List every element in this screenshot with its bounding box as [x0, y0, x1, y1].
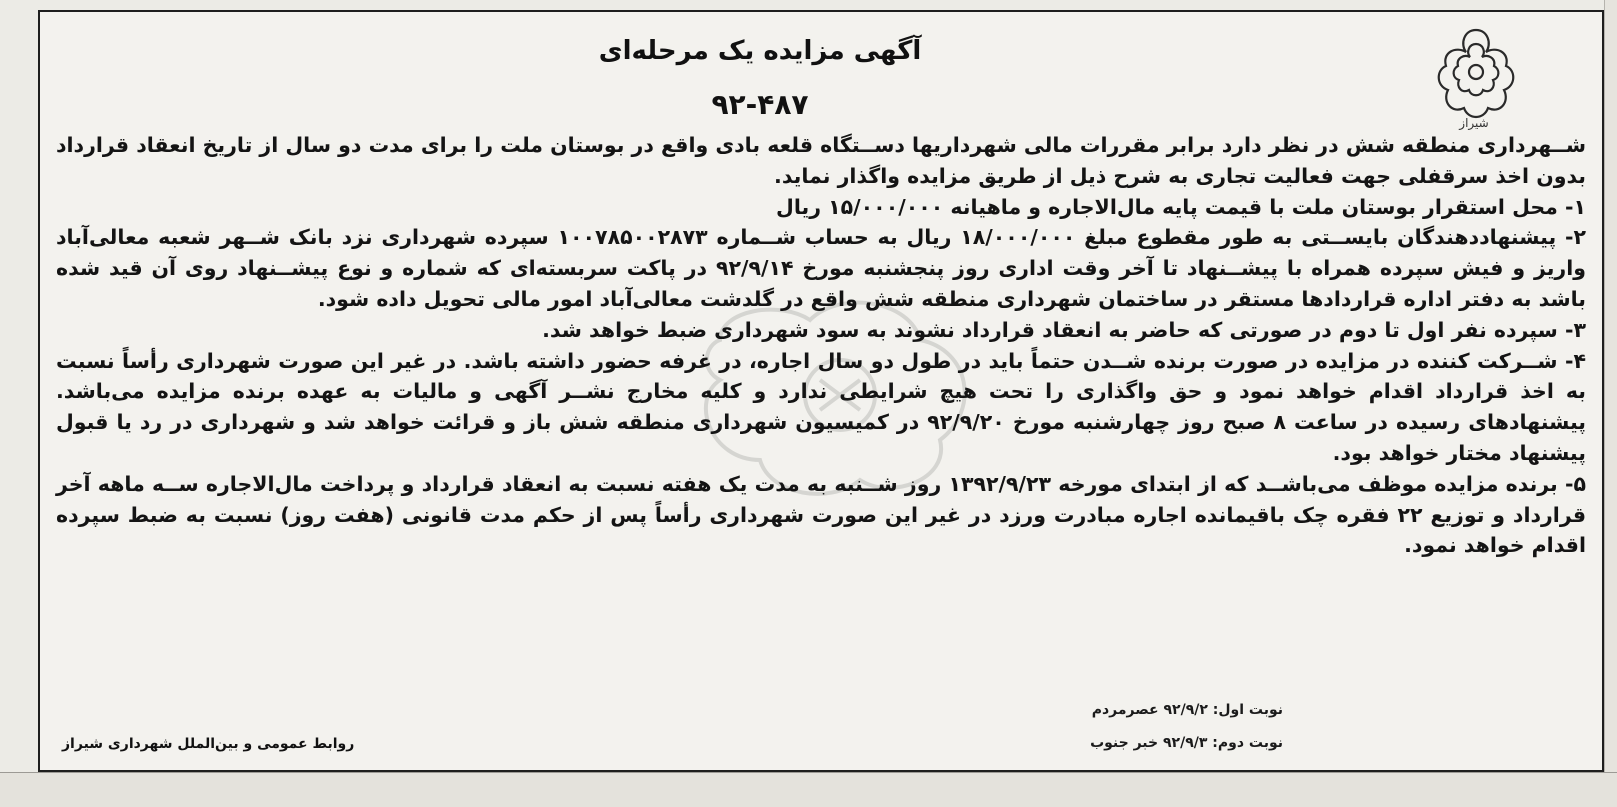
clause-3: ۳- سپرده نفر اول تا دوم در صورتی که حاضر به انعقاد قرارداد نشوند به سود شهرداری ضبط خواهد شد.: [542, 317, 1586, 342]
ad-title: آگهی مزایده یک مرحله‌ای: [598, 36, 922, 66]
clause-2: ۲- پیشنهاددهندگان بایســتی به طور مقطوع مبلغ ۱۸/۰۰۰/۰۰۰ ریال به حساب شــماره ۱۰۰۷۸۵۰۰۲۸۷۳ سپرده شهرداری نزد بانک شــهر شعبه معالی‌آباد واریز و فیش سپرده همراه با پیشــنهاد تا آخر وقت اداری روز پنجشنبه مورخ ۹۲/۹/۱۴ در پاکت سربسته‌ای که شماره و نوع پیشــنهاد روی آن قید شده باشد به دفتر اداره قراردادها مستقر در ساختمان شهرداری منطقه شش واقع در گلدشت معالی‌آباد امور مالی تحویل داده شود.: [56, 225, 1587, 311]
signature: روابط عمومی و بین‌الملل شهرداری شیراز: [62, 736, 355, 752]
adjacent-page-bottom: [0, 772, 1617, 807]
first-publication: نوبت اول: ۹۲/۹/۲ عصرمردم: [1091, 702, 1283, 718]
clause-1: ۱- محل استقرار بوستان ملت با قیمت پایه مال‌الاجاره و ماهیانه ۱۵/۰۰۰/۰۰۰ ریال: [776, 194, 1586, 219]
intro-paragraph: شــهرداری منطقه شش در نظر دارد برابر مقررات مالی شهرداریها دســتگاه قلعه بادی واقع در بوستان ملت را برای مدت دو سال از تاریخ انعقاد قرارداد بدون اخذ سرقفلی جهت فعالیت تجاری به شرح ذیل از طریق مزایده واگذار نماید.: [56, 133, 1586, 188]
clause-4: ۴- شــرکت کننده در مزایده در صورت برنده شــدن حتماً باید در طول دو سال اجاره، در غرفه حضور داشته باشد. در غیر این صورت شهرداری رأساً نسبت به اخذ قرارداد اقدام خواهد نمود و حق واگذاری را تحت هیچ شرایطی ندارد و کلیه مخارج نشــر آگهی و مالیات به عهده برنده مزایده می‌باشد. پیشنهادهای رسیده در ساعت ۸ صبح روز چهارشنبه مورخ ۹۲/۹/۲۰ در کمیسیون شهرداری منطقه شش باز و قرائت خواهد شد و شهرداری در رد یا قبول پیشنهاد مختار خواهد بود.: [56, 348, 1587, 465]
logo-caption: شیراز: [1459, 116, 1489, 130]
clause-5: ۵- برنده مزایده موظف می‌باشــد که از ابتدای مورخه ۱۳۹۲/۹/۲۳ روز شــنبه به مدت یک هفته نسبت به انعقاد قرارداد و پرداخت مال‌الاجاره ســه ماهه آخر قرارداد و توزیع ۲۲ فقره چک باقیمانده اجاره مبادرت ورزد در غیر این صورت شهرداری رأساً پس از حکم مدت قانونی (هفت روز) نسبت به ضبط سپرده اقدام خواهد نمود.: [56, 471, 1586, 558]
ad-number: ۹۲-۴۸۷: [711, 88, 809, 121]
ad-body: [56, 130, 1586, 561]
second-publication: نوبت دوم: ۹۲/۹/۳ خبر جنوب: [1090, 735, 1283, 751]
adjacent-page-edge: [1604, 0, 1617, 806]
